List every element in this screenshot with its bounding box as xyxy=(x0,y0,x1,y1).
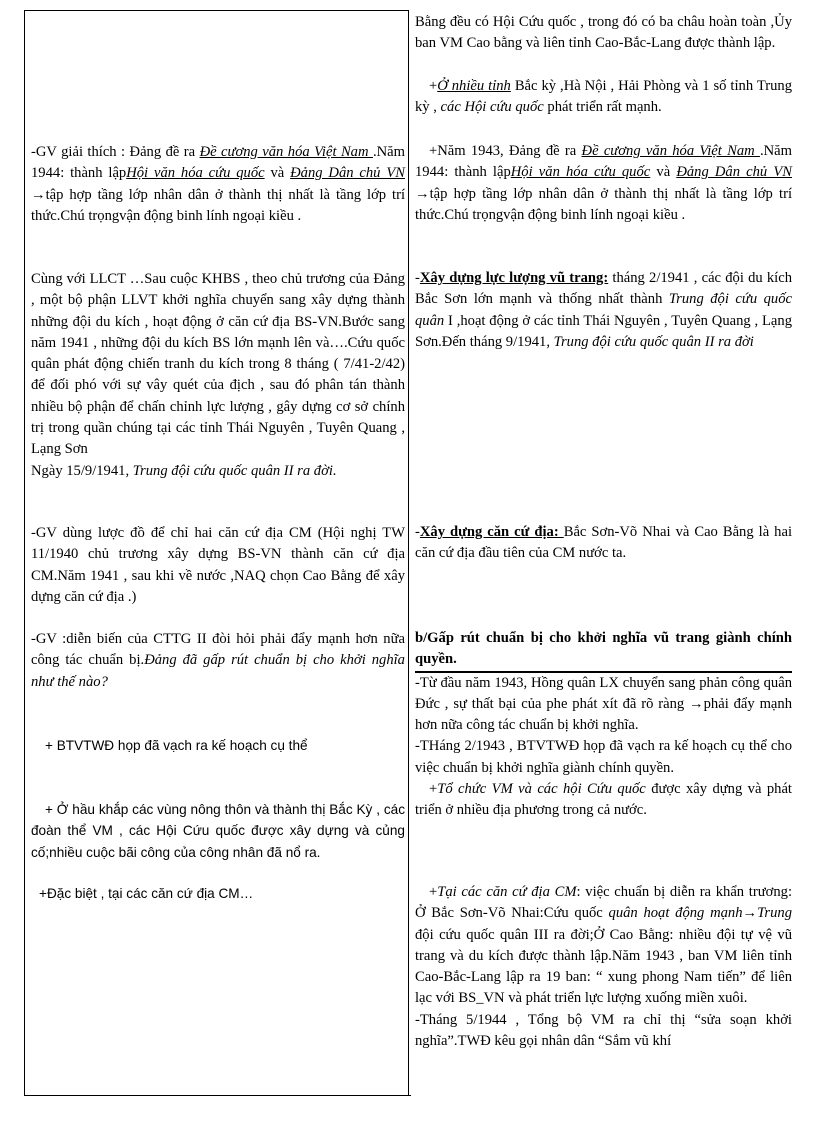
left-block-ww2-question xyxy=(31,629,405,693)
text-italic-underline: Đề cương văn hóa Việt Nam xyxy=(581,143,760,159)
right-block-cao-bang xyxy=(415,12,792,55)
text: Cùng với LLCT …Sau cuộc KHBS , theo chủ trương của Đảng , một bộ phận LLVT khởi nghĩa chuyển sang xây dựng thành những đội du kích , hoạt động ở căn cứ địa BS-VN.Bước sang năm 1941 , những đội du kích BS lớn mạnh lên và….Cứu quốc quân phát động chiến tranh du kích trong 8 tháng ( 7/41-2/42) để đối phó với sự vây quét của địch , sau đó phân tán thành nhiều bộ phận để chấn chỉnh lực lượng , gây dựng cơ sở chính trị trong quần chúng tại các tỉnh Thái Nguyên , Tuyên Quang , Lạng Sơn xyxy=(31,271,405,458)
text: +Đặc biệt , tại các căn cứ địa CM… xyxy=(39,886,254,901)
text: - xyxy=(415,270,420,286)
left-column xyxy=(24,10,409,1096)
left-block-plan xyxy=(31,735,405,756)
text: -GV giải thích : Đảng đề ra xyxy=(31,144,200,160)
text-italic-underline: Hội văn hóa cứu quốc xyxy=(126,165,265,182)
text-italic: Đảng đã gấp rút chuẩn bị cho khởi nghĩa như thế nào? xyxy=(31,652,405,690)
text: - xyxy=(415,524,420,540)
text: Ngày 15/9/1941, xyxy=(31,462,133,479)
text: -THáng 2/1943 , BTVTWĐ họp đã vạch ra kế hoạch cụ thể cho việc chuẩn bị khởi nghĩa giành chính quyền. xyxy=(415,738,792,776)
left-block-base-map xyxy=(31,523,405,608)
right-block-section-b xyxy=(415,628,792,822)
text: .Năm 1944: thành lập xyxy=(415,143,792,181)
section-b-heading: b/Gấp rút chuẩn bị cho khởi nghĩa vũ trang giành chính quyền. xyxy=(415,628,792,673)
text: + xyxy=(429,78,438,94)
right-block-armed-forces xyxy=(415,268,792,353)
right-block-bases xyxy=(415,522,792,565)
document-page xyxy=(24,10,794,1098)
text: : việc chuẩn bị diễn ra khẩn trương: Ở Bắc Sơn-Võ Nhai:Cứu quốc xyxy=(415,884,792,922)
left-block-gv-culture xyxy=(31,142,405,227)
text: đội cứu quốc quân III ra đời;Ở Cao Bằng: nhiều đội tự vệ vũ trang và du kích được thành lập.Năm 1943 , ban VM liên tỉnh Cao-Bắc-Lang lập ra 19 ban: “ xung phong Nam tiến” để liên lạc với BS_VN và phát triển lực lượng xuống miền xuôi. xyxy=(415,926,792,1007)
section-heading: Xây dựng lực lượng vũ trang: xyxy=(419,270,609,286)
text-italic-underline: Đề cương văn hóa Việt Nam xyxy=(199,144,373,160)
text-italic: Trung đội cứu quốc quân II ra đời. xyxy=(132,462,337,479)
text: Bằng đều có Hội Cứu quốc , trong đó có ba châu hoàn toàn ,Ủy ban VM Cao bằng và liên tỉnh Cao-Bắc-Lang được thành lập. xyxy=(415,14,792,52)
text-block xyxy=(415,779,792,822)
text: +Năm 1943, Đảng đề ra xyxy=(429,143,582,159)
text-italic-underline: Đảng Dân chủ VN xyxy=(676,164,792,181)
text: -Từ đầu năm 1943, Hồng quân LX chuyển sang phản công quân Đức , sự thất bại của phe phát xít đã rõ ràng →phải đẩy mạnh hơn nữa công tác chuẩn bị khởi nghĩa. xyxy=(415,674,792,734)
text: -GV :diễn biến của CTTG II đòi hỏi phải đẩy mạnh hơn nữa công tác chuẩn bị. xyxy=(31,631,405,669)
right-block-bases-prep xyxy=(415,882,792,1052)
text: I ,hoạt động ở các tỉnh Thái Nguyên , Tuyên Quang , Lạng Sơn.Đến tháng 9/1941, xyxy=(415,312,792,350)
text: + BTVTWĐ họp đã vạch ra kế hoạch cụ thể xyxy=(45,738,308,753)
text: và xyxy=(650,164,677,181)
text-italic-underline: Hội văn hóa cứu quốc xyxy=(510,164,651,181)
text: Bắc kỳ ,Hà Nội , Hải Phòng và 1 số tỉnh Trung kỳ , xyxy=(415,78,792,116)
text: -GV dùng lược đồ để chỉ hai căn cứ địa CM (Hội nghị TW 11/1940 chủ trương xây dựng BS-VN thành căn cứ địa CM.Năm 1941 , sau khi về nước ,NAQ chọn Cao Bằng để xây dựng căn cứ địa .) xyxy=(31,525,405,605)
text-italic: Tổ chức VM và các hội Cứu quốc xyxy=(437,781,646,798)
text: và xyxy=(264,165,291,182)
text-italic: Trung đội cứu quốc quân II ra đời xyxy=(553,333,754,350)
text: + xyxy=(429,884,438,900)
text-italic: quân hoạt động mạnh→Trung xyxy=(608,905,792,922)
left-block-northern xyxy=(31,799,405,863)
text: được xây dựng và phát triển ở nhiều địa phương trong cả nước. xyxy=(415,781,792,819)
left-block-armed-forces xyxy=(31,269,405,482)
text-italic: Trung đội cứu quốc quân xyxy=(415,291,792,329)
text: Bắc Sơn-Võ Nhai và Cao Bằng là hai căn cứ địa đầu tiên của CM nước ta. xyxy=(415,524,792,562)
text: →tập hợp tầng lớp nhân dân ở thành thị nhất là tầng lớp trí thức.Chú trọngvận động binh lính ngoại kiều . xyxy=(31,186,405,224)
right-block-culture xyxy=(415,141,792,226)
text: tháng 2/1941 , các đội du kích Bắc Sơn lớn mạnh và thống nhất thành xyxy=(415,270,792,308)
bottom-rule xyxy=(24,1095,411,1096)
text: -Tháng 5/1944 , Tổng bộ VM ra chỉ thị “sửa soạn khởi nghĩa”.TWĐ kêu gọi nhân dân “Sắm vũ khí xyxy=(415,1011,792,1050)
text-italic: Tại các căn cứ địa CM xyxy=(437,884,577,900)
text: phát triển rất mạnh. xyxy=(543,99,662,116)
text-italic: các Hội cứu quốc xyxy=(440,99,544,116)
text: .Năm 1944: thành lập xyxy=(31,144,405,182)
left-block-special xyxy=(31,883,405,904)
text: + xyxy=(429,781,438,798)
section-heading: Xây dựng căn cứ địa: xyxy=(419,524,564,540)
text: + Ở hầu khắp các vùng nông thôn và thành thị Bắc Kỳ , các đoàn thể VM , các Hội Cứu quốc được xây dựng và củng cố;nhiều cuộc bãi công của công nhân đã nổ ra. xyxy=(31,802,405,860)
text-italic-underline: Đảng Dân chủ VN xyxy=(290,165,405,182)
text: →tập hợp tầng lớp nhân dân ở thành thị nhất là tầng lớp trí thức.Chú trọngvận động binh lính ngoại kiều . xyxy=(415,185,792,223)
text-italic-underline: Ở nhiều tỉnh xyxy=(437,78,511,94)
right-block-provinces xyxy=(415,76,792,119)
